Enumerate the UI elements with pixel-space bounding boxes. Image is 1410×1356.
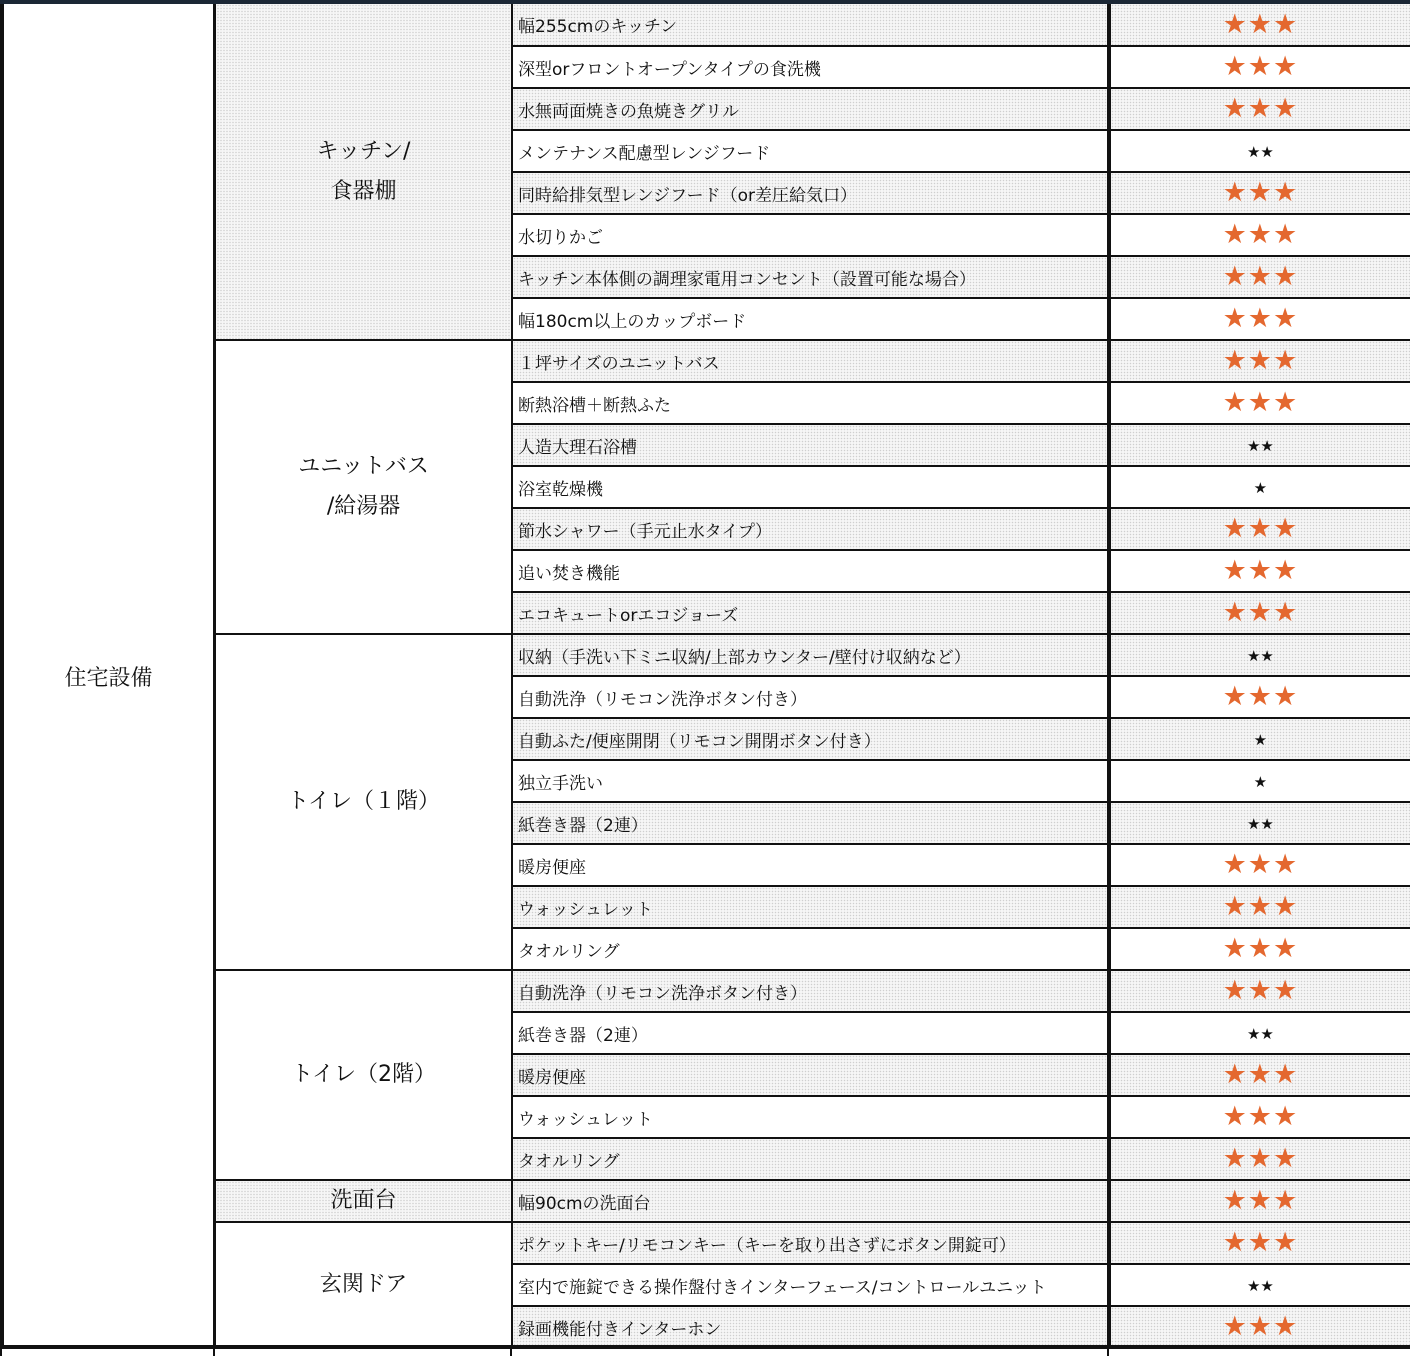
star-rating-icon: ★★★ [1222,891,1299,922]
rating-cell [1109,130,1410,172]
rating-cell [1109,928,1410,970]
star-rating-icon: ★★★ [1222,93,1299,124]
category-cell: 住宅設備 [2,4,215,1348]
star-rating-icon: ★ [1253,478,1268,497]
item-name-cell: 断熱浴槽＋断熱ふた [512,382,1109,424]
item-name-cell: 浴室乾燥機 [512,466,1109,508]
star-rating-icon: ★★★ [1222,303,1299,334]
star-rating-icon: ★★★ [1222,555,1299,586]
rating-cell [1109,676,1410,718]
star-rating-icon: ★★★ [1222,345,1299,376]
star-rating-icon: ★★★ [1222,8,1299,40]
rating-cell [1109,382,1410,424]
group-label-line: 食器棚 [330,178,397,204]
group-label-cell [215,1222,512,1348]
item-name-cell: 収納（手洗い下ミニ収納/上部カウンター/壁付け収納など） [512,634,1109,676]
star-rating-icon: ★★★ [1222,261,1299,292]
item-name-cell: 録画機能付きインターホン [512,1306,1109,1348]
item-name-cell: エコキュートorエコジョーズ [512,592,1109,634]
group-label-cell [215,634,512,970]
rating-cell [1109,1180,1410,1222]
table-row [2,4,1410,46]
star-rating-icon: ★★★ [1222,177,1299,208]
item-name-cell: 紙巻き器（2連） [512,802,1109,844]
next-section-edge [0,1349,1410,1356]
rating-cell [1109,88,1410,130]
star-rating-icon: ★★★ [1222,1311,1299,1342]
star-rating-icon: ★★★ [1222,681,1299,712]
item-name-cell: 自動洗浄（リモコン洗浄ボタン付き） [512,676,1109,718]
rating-cell [1109,1096,1410,1138]
rating-cell [1109,844,1410,886]
star-rating-icon: ★★★ [1222,1143,1299,1174]
rating-cell [1109,298,1410,340]
star-rating-icon: ★★ [1246,646,1274,665]
rating-cell [1109,1012,1410,1054]
group-label-line: トイレ（１階） [287,789,440,814]
rating-cell [1109,466,1410,508]
rating-cell [1109,172,1410,214]
equipment-table [0,4,1410,1349]
star-rating-icon: ★★★ [1222,51,1299,82]
rating-cell [1109,1306,1410,1348]
star-rating-icon: ★★ [1246,1276,1274,1295]
item-name-cell: メンテナンス配慮型レンジフード [512,130,1109,172]
rating-cell [1109,4,1410,46]
item-name-cell: １坪サイズのユニットバス [512,340,1109,382]
rating-cell [1109,802,1410,844]
item-name-cell: 暖房便座 [512,844,1109,886]
rating-cell [1109,340,1410,382]
star-rating-icon: ★★★ [1222,387,1299,418]
rating-cell [1109,592,1410,634]
item-name-cell: ウォッシュレット [512,886,1109,928]
item-name-cell: 追い焚き機能 [512,550,1109,592]
group-label-line: ユニットバス [298,454,429,479]
star-rating-icon: ★★★ [1222,849,1299,880]
group-label-cell [215,1180,512,1222]
equipment-table-body [2,4,1410,1348]
star-rating-icon: ★★★ [1222,933,1299,964]
item-name-cell: ウォッシュレット [512,1096,1109,1138]
star-rating-icon: ★ [1253,772,1268,791]
rating-cell [1109,634,1410,676]
star-rating-icon: ★★★ [1222,513,1299,544]
rating-cell [1109,1222,1410,1264]
item-name-cell: ポケットキー/リモコンキー（キーを取り出さずにボタン開錠可） [512,1222,1109,1264]
rating-cell [1109,214,1410,256]
group-label-line: 玄関ドア [319,1272,408,1297]
item-name-cell: 水切りかご [512,214,1109,256]
star-rating-icon: ★★ [1246,436,1274,455]
star-rating-icon: ★★ [1246,142,1274,161]
item-name-cell: 水無両面焼きの魚焼きグリル [512,88,1109,130]
rating-cell [1109,256,1410,298]
group-label-cell [215,4,512,340]
item-name-cell: 紙巻き器（2連） [512,1012,1109,1054]
rating-cell [1109,970,1410,1012]
item-name-cell: タオルリング [512,928,1109,970]
item-name-cell: 暖房便座 [512,1054,1109,1096]
rating-cell [1109,424,1410,466]
group-label-cell [215,340,512,634]
star-rating-icon: ★★★ [1222,1185,1299,1216]
rating-cell [1109,46,1410,88]
item-name-cell: 自動洗浄（リモコン洗浄ボタン付き） [512,970,1109,1012]
star-rating-icon: ★★★ [1222,597,1299,628]
group-label-line: /給湯器 [326,494,401,519]
group-label-line: トイレ（2階） [291,1062,436,1087]
item-name-cell: 自動ふた/便座開閉（リモコン開閉ボタン付き） [512,718,1109,760]
item-name-cell: タオルリング [512,1138,1109,1180]
rating-cell [1109,718,1410,760]
item-name-cell: 幅180cm以上のカップボード [512,298,1109,340]
group-label-line: 洗面台 [330,1188,397,1213]
item-name-cell: 幅255cmのキッチン [512,4,1109,46]
item-name-cell: 幅90cmの洗面台 [512,1180,1109,1222]
group-label-cell [215,970,512,1180]
group-label-line: キッチン/ [316,138,411,164]
item-name-cell: キッチン本体側の調理家電用コンセント（設置可能な場合） [512,256,1109,298]
rating-cell [1109,508,1410,550]
rating-cell [1109,760,1410,802]
star-rating-icon: ★★★ [1222,219,1299,250]
rating-cell [1109,550,1410,592]
star-rating-icon: ★★ [1246,814,1274,833]
star-rating-icon: ★★★ [1222,975,1299,1006]
star-rating-icon: ★★★ [1222,1059,1299,1090]
item-name-cell: 室内で施錠できる操作盤付きインターフェース/コントロールユニット [512,1264,1109,1306]
rating-cell [1109,1138,1410,1180]
rating-cell [1109,1264,1410,1306]
star-rating-icon: ★ [1253,730,1268,749]
star-rating-icon: ★★★ [1222,1101,1299,1132]
item-name-cell: 同時給排気型レンジフード（or差圧給気口） [512,172,1109,214]
item-name-cell: 節水シャワー（手元止水タイプ） [512,508,1109,550]
star-rating-icon: ★★ [1246,1024,1274,1043]
item-name-cell: 独立手洗い [512,760,1109,802]
rating-cell [1109,886,1410,928]
item-name-cell: 人造大理石浴槽 [512,424,1109,466]
item-name-cell: 深型orフロントオープンタイプの食洗機 [512,46,1109,88]
star-rating-icon: ★★★ [1222,1227,1299,1258]
rating-cell [1109,1054,1410,1096]
